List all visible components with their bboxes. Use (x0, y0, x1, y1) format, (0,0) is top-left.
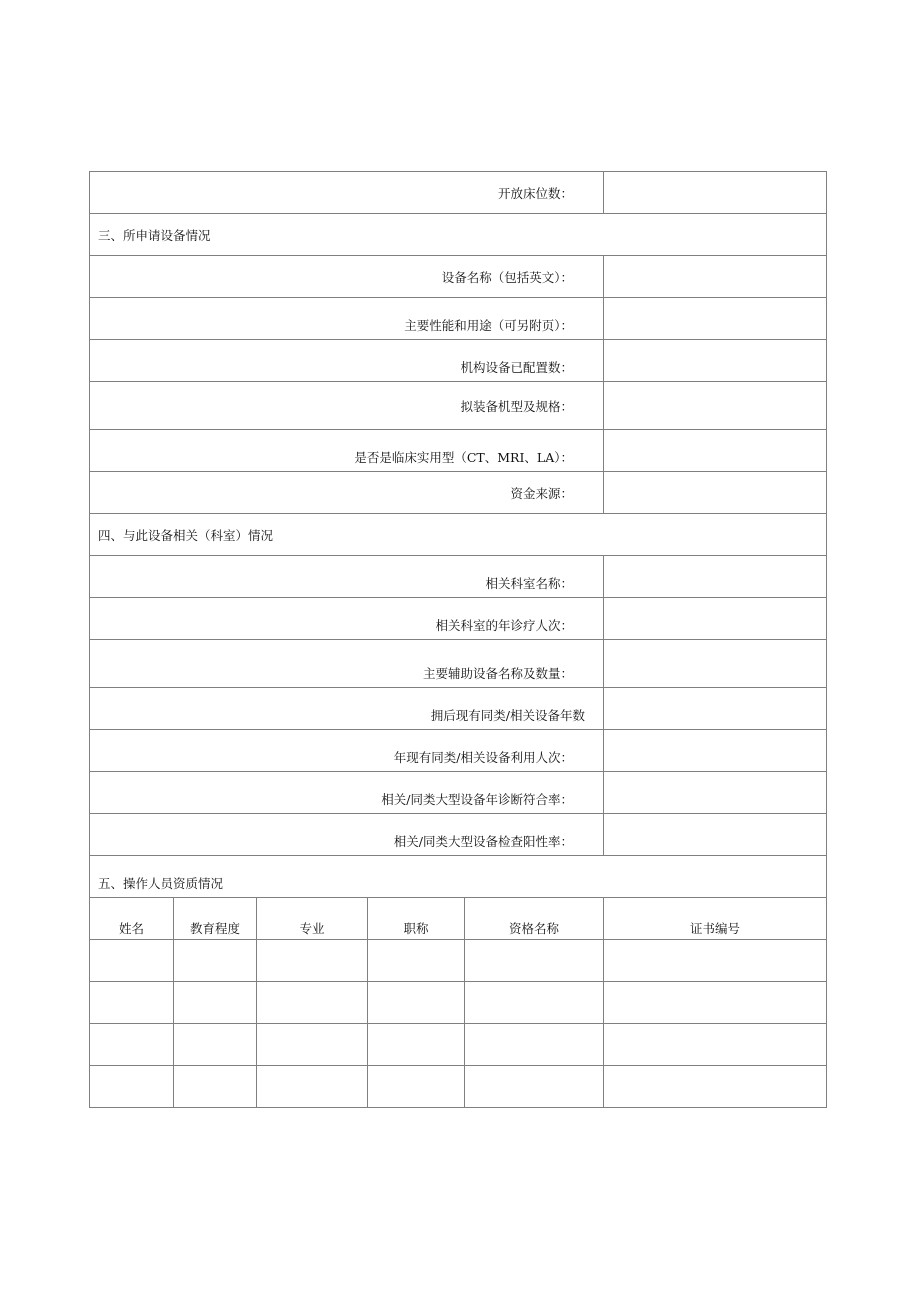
staff-cell[interactable] (604, 940, 827, 982)
staff-row (90, 1066, 827, 1108)
form-row (90, 556, 827, 598)
form-row (90, 772, 827, 814)
staff-cell[interactable] (368, 1066, 465, 1108)
section-title: 五、操作人员资质情况 (90, 856, 827, 898)
field-label: 相关科室名称： (90, 556, 604, 598)
staff-cell[interactable] (90, 940, 174, 982)
form-row (90, 598, 827, 640)
field-value-cell[interactable] (604, 298, 827, 340)
staff-row (90, 1024, 827, 1066)
staff-cell[interactable] (465, 982, 604, 1024)
form-row (90, 688, 827, 730)
staff-cell[interactable] (368, 940, 465, 982)
column-header-education: 教育程度 (174, 898, 257, 940)
staff-cell[interactable] (465, 940, 604, 982)
field-label: 年现有同类/相关设备利用人次： (90, 730, 604, 772)
staff-header-row (90, 898, 827, 940)
staff-cell[interactable] (465, 1066, 604, 1108)
field-label: 相关/同类大型设备检查阳性率： (90, 814, 604, 856)
staff-cell[interactable] (604, 1024, 827, 1066)
form-row (90, 340, 827, 382)
staff-cell[interactable] (174, 1024, 257, 1066)
staff-cell[interactable] (257, 940, 368, 982)
staff-cell[interactable] (257, 1066, 368, 1108)
column-header-certificate-no: 证书编号 (604, 898, 827, 940)
staff-row (90, 982, 827, 1024)
field-value-cell[interactable] (604, 256, 827, 298)
section-row (90, 214, 827, 256)
field-label: 主要性能和用途（可另附页）： (90, 298, 604, 340)
field-label: 拟装备机型及规格： (90, 382, 604, 430)
field-label: 相关科室的年诊疗人次： (90, 598, 604, 640)
field-label: 相关/同类大型设备年诊断符合率： (90, 772, 604, 814)
column-header-qualification: 资格名称 (465, 898, 604, 940)
column-header-title: 职称 (368, 898, 465, 940)
column-header-major: 专业 (257, 898, 368, 940)
staff-cell[interactable] (174, 1066, 257, 1108)
staff-row (90, 940, 827, 982)
staff-cell[interactable] (604, 982, 827, 1024)
field-value-cell[interactable] (604, 598, 827, 640)
form-row (90, 472, 827, 514)
section-title: 三、所申请设备情况 (90, 214, 827, 256)
field-label: 资金来源： (90, 472, 604, 514)
field-value-cell[interactable] (604, 382, 827, 430)
field-label: 拥后现有同类/相关设备年数 (90, 688, 604, 730)
form-row (90, 256, 827, 298)
staff-cell[interactable] (90, 982, 174, 1024)
field-value-cell[interactable] (604, 730, 827, 772)
field-label: 机构设备已配置数： (90, 340, 604, 382)
staff-cell[interactable] (368, 1024, 465, 1066)
staff-cell[interactable] (174, 940, 257, 982)
field-value-cell[interactable] (604, 340, 827, 382)
staff-cell[interactable] (174, 982, 257, 1024)
field-label: 主要辅助设备名称及数量： (90, 640, 604, 688)
form-table (89, 171, 827, 1108)
form-row (90, 640, 827, 688)
staff-cell[interactable] (90, 1024, 174, 1066)
field-label: 设备名称（包括英文）： (90, 256, 604, 298)
staff-cell[interactable] (465, 1024, 604, 1066)
field-value-cell[interactable] (604, 472, 827, 514)
section-row (90, 856, 827, 898)
field-value-cell[interactable] (604, 430, 827, 472)
staff-cell[interactable] (604, 1066, 827, 1108)
form-row (90, 172, 827, 214)
column-header-name: 姓名 (90, 898, 174, 940)
staff-cell[interactable] (257, 982, 368, 1024)
field-value-cell[interactable] (604, 556, 827, 598)
field-value-cell[interactable] (604, 772, 827, 814)
staff-cell[interactable] (368, 982, 465, 1024)
form-row (90, 430, 827, 472)
application-form (89, 171, 826, 1108)
section-row (90, 514, 827, 556)
field-value-cell[interactable] (604, 814, 827, 856)
form-row (90, 382, 827, 430)
staff-cell[interactable] (257, 1024, 368, 1066)
field-label: 开放床位数： (90, 172, 604, 214)
field-value-cell[interactable] (604, 172, 827, 214)
form-row (90, 298, 827, 340)
field-value-cell[interactable] (604, 640, 827, 688)
section-title: 四、与此设备相关（科室）情况 (90, 514, 827, 556)
staff-cell[interactable] (90, 1066, 174, 1108)
field-label: 是否是临床实用型（CT、MRI、LA）： (90, 430, 604, 472)
form-row (90, 730, 827, 772)
field-value-cell[interactable] (604, 688, 827, 730)
form-row (90, 814, 827, 856)
